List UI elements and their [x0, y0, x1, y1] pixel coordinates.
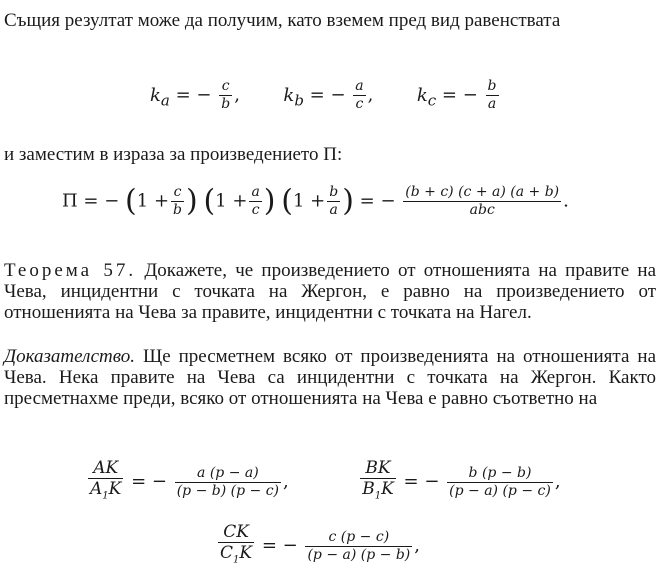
- ratio-ak: $\frac{AK}{A_1K}$: [88, 458, 123, 506]
- ratio-ck: $\frac{CK}{C_1K}$: [218, 522, 254, 570]
- fraction: $\frac{c}{b}$: [173, 184, 182, 218]
- fraction: $\frac{c (p - c)}{(p - a) (p - b)}$: [307, 528, 411, 563]
- equals-minus: = −: [359, 190, 396, 212]
- k-b-symbol: $k_b$: [283, 84, 304, 110]
- fraction: $\frac{a (p - a)}{(p - b) (p - c)}$: [176, 464, 280, 499]
- equals-minus: = −: [175, 84, 212, 106]
- fraction: $\frac{b}{a}$: [329, 184, 339, 218]
- fraction: $\frac{b}{a}$: [487, 78, 497, 112]
- formula-cheva-ab: $\frac{AK}{A_1K}$ = − $\frac{a (p - a)}{(p - b) (p - c)}$ , $\frac{BK}{B_1K}$ = − $\frac{b (p - b)}{(p - a) (p - c)}$ ,: [86, 458, 561, 506]
- product-result-fraction: $\frac{(b + c) (c + a) (a + b)}{\text{abc}}$: [405, 184, 560, 218]
- formula-k-ratios: $k_a$ = − $\frac{c}{b}$ , $k_b$ = − $\frac{a}{c}$ , $k_c$ = − $\frac{b}{a}$: [150, 78, 497, 112]
- proof-paragraph: [4, 346, 656, 409]
- proof-label: Доказателство.: [4, 346, 136, 367]
- equals-minus: = −: [441, 84, 478, 106]
- fraction: $\frac{a}{c}$: [355, 78, 364, 112]
- substitution-paragraph: и заместим в израза за произведението П:: [4, 144, 343, 165]
- fraction: $\frac{b (p - b)}{(p - a) (p - c)}$: [449, 464, 551, 499]
- equals-minus: = −: [309, 84, 346, 106]
- intro-paragraph: Същия резултат може да получим, като вземем пред вид равенствата: [4, 10, 561, 31]
- ratio-bk: $\frac{BK}{B_1K}$: [360, 458, 396, 506]
- equals-minus: = −: [261, 535, 298, 557]
- k-c-symbol: $k_c$: [416, 84, 437, 110]
- equals-minus: = −: [403, 471, 440, 493]
- theorem-57: [4, 260, 656, 323]
- theorem-label: Теорема 57.: [4, 260, 137, 281]
- formula-cheva-c: $\frac{CK}{C_1K}$ = − $\frac{c (p - c)}{(p - a) (p - b)}$ ,: [216, 522, 420, 570]
- fraction: $\frac{c}{b}$: [221, 78, 231, 112]
- formula-product: П = − (1 + $\frac{c}{b}$ ) (1 + $\frac{a}{c}$ ) (1 + $\frac{b}{a}$ ) = − $\frac{(b + c) (c + a) (a + b)}{\text{abc}}$ .: [62, 183, 569, 219]
- k-a-symbol: $k_a$: [150, 84, 170, 110]
- fraction: $\frac{a}{c}$: [251, 184, 260, 218]
- proof-text: Ще пресметнем всяко от произведенията на отношенията на Чева. Нека правите на Чева са инцидентни с точката на Жергон. Както пресметнахме преди, всяко от отношенията на Чева е равно съответно на: [4, 346, 656, 409]
- product-lhs: П = −: [62, 190, 120, 212]
- theorem-text: Докажете, че произведението от отношенията на правите на Чева, инцидентни с точката на Жергон, е равно на произведението от отношенията на Чева за правите, инцидентни с точката на Нагел.: [4, 260, 657, 323]
- equals-minus: = −: [131, 471, 167, 493]
